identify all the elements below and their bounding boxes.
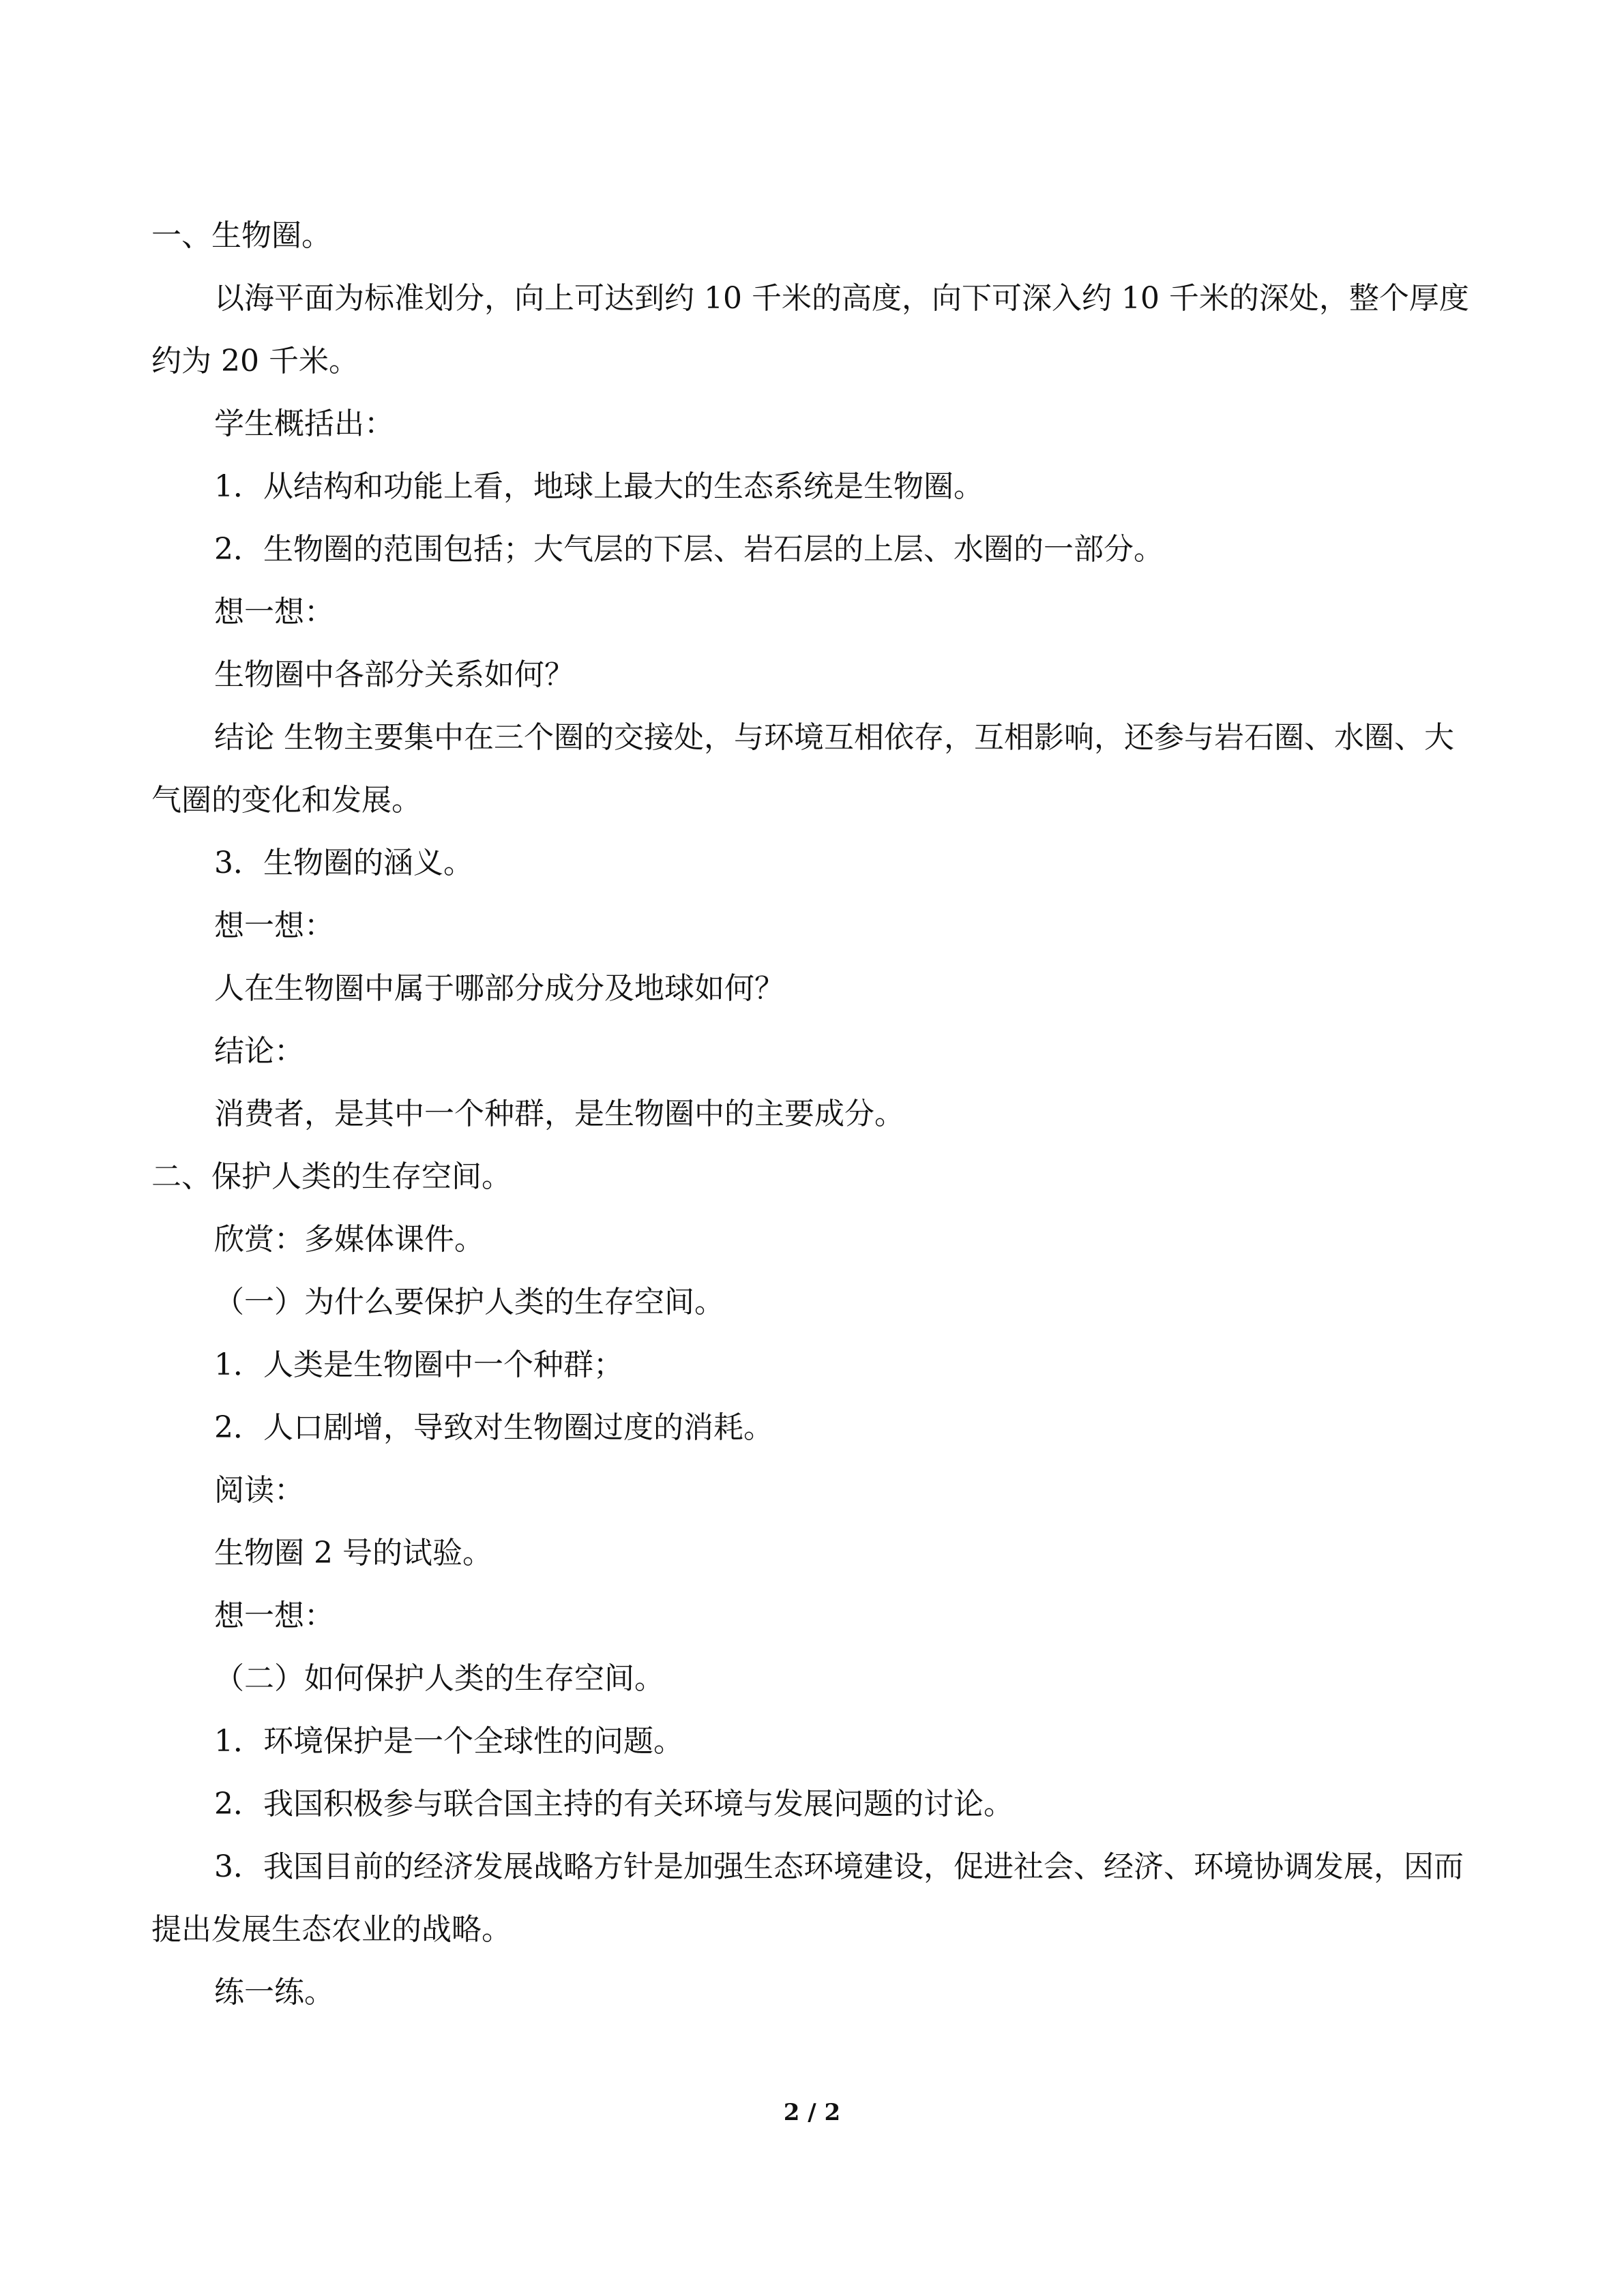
paragraph: 生物圈 2 号的试验。: [214, 1536, 492, 1570]
subsection-heading: （一）为什么要保护人类的生存空间。: [214, 1285, 724, 1320]
paragraph: 欣赏：多媒体课件。: [214, 1222, 484, 1257]
list-item: 1．环境保护是一个全球性的问题。: [214, 1724, 683, 1759]
subsection-heading: （二）如何保护人类的生存空间。: [214, 1661, 664, 1696]
document-body: [151, 205, 1475, 2024]
section-heading-protect-space: 二、保护人类的生存空间。: [151, 1159, 512, 1194]
list-item: 2．人口剧增，导致对生物圈过度的消耗。: [214, 1410, 773, 1445]
list-item: 3．生物圈的涵义。: [214, 846, 473, 880]
paragraph: 生物圈中各部分关系如何？: [214, 657, 574, 692]
paragraph: 想一想：: [214, 595, 334, 629]
list-item: 3．我国目前的经济发展战略方针是加强生态环境建设，促进社会、经济、环境协调发展，因而提出发展生态农业的战略。: [151, 1849, 1464, 1947]
paragraph: 想一想：: [214, 1598, 334, 1633]
section-heading-biosphere: 一、生物圈。: [151, 218, 331, 253]
paragraph: 人在生物圈中属于哪部分成分及地球如何？: [214, 971, 784, 1006]
paragraph: 消费者，是其中一个种群，是生物圈中的主要成分。: [214, 1097, 904, 1131]
paragraph: 阅读：: [214, 1473, 304, 1508]
list-item: 2．我国积极参与联合国主持的有关环境与发展问题的讨论。: [214, 1787, 1014, 1821]
paragraph-conclusion: 结论 生物主要集中在三个圈的交接处，与环境互相依存，互相影响，还参与岩石圈、水圈、大气圈的变化和发展。: [151, 720, 1454, 818]
page-number: 2 / 2: [783, 2099, 841, 2126]
paragraph: 想一想：: [214, 908, 334, 943]
paragraph: 结论：: [214, 1034, 304, 1069]
paragraph-thickness: 以海平面为标准划分，向上可达到约 10 千米的高度，向下可深入约 10 千米的深处，整个厚度约为 20 千米。: [151, 281, 1469, 378]
list-item: 2．生物圈的范围包括；大气层的下层、岩石层的上层、水圈的一部分。: [214, 532, 1164, 567]
list-item: 1．从结构和功能上看，地球上最大的生态系统是生物圈。: [214, 469, 984, 504]
paragraph: 练一练。: [214, 1975, 334, 2010]
list-item: 1．人类是生物圈中一个种群；: [214, 1347, 623, 1382]
paragraph: 学生概括出：: [214, 406, 394, 441]
